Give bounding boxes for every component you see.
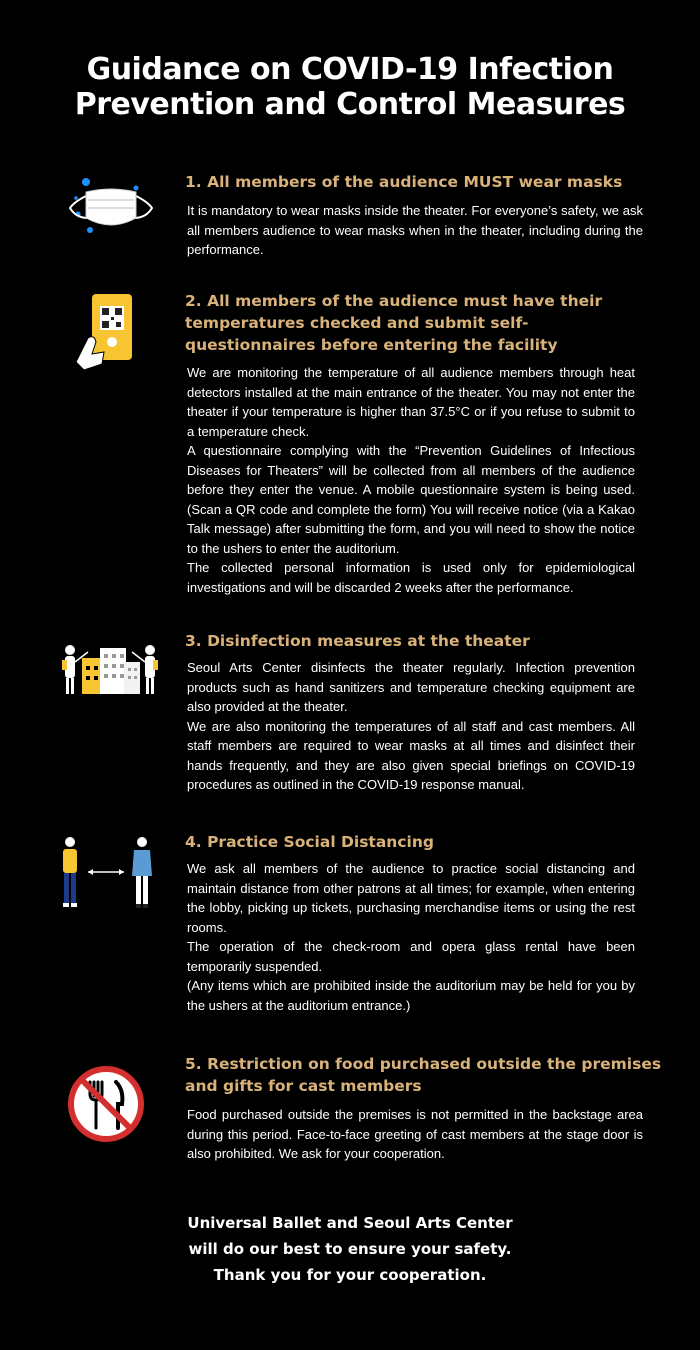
- section-body: [187, 859, 635, 1015]
- section-paragraph: It is mandatory to wear masks inside the theater. For everyone’s safety, we ask all members audience to wear masks when in the theater, including during the performance.: [187, 203, 643, 257]
- section-paragraph: The operation of the check-room and opera glass rental have been temporarily suspended.: [187, 939, 635, 974]
- page-title: [0, 52, 700, 122]
- section-heading: 3. Disinfection measures at the theater: [185, 632, 530, 650]
- page-title-line-2: Prevention and Control Measures: [74, 87, 626, 122]
- section-body: [187, 1105, 643, 1164]
- closing-line-2: will do our best to ensure your safety.: [188, 1240, 512, 1258]
- disinfection-icon: [60, 640, 160, 696]
- section-paragraph: We ask all members of the audience to practice social distancing and maintain distance from other patrons at all times; for example, when entering the lobby, picking up tickets, purchasing merchandise items or using the rest rooms.: [187, 861, 635, 935]
- section-heading: 1. All members of the audience MUST wear masks: [185, 173, 623, 191]
- section-body: [187, 363, 635, 597]
- closing-line-1: Universal Ballet and Seoul Arts Center: [187, 1214, 513, 1232]
- section-paragraph: Seoul Arts Center disinfects the theater regularly. Infection prevention products such as hand sanitizers and temperature checking equipment are also provided at the theater.: [187, 660, 635, 714]
- section-heading: 5. Restriction on food purchased outside the premises and gifts for cast members: [185, 1055, 662, 1095]
- section-paragraph: A questionnaire complying with the “Prevention Guidelines of Infectious Diseases for Theaters” will be collected from all members of the audience before they enter the venue. A mobile questionnaire system is being used. (Scan a QR code and complete the form) You will receive notice (via a Kakao Talk message) after submitting the form, and you will need to show the notice to the ushers to enter the auditorium.: [187, 443, 635, 556]
- section-body: [187, 201, 643, 260]
- section-heading: 4. Practice Social Distancing: [185, 833, 434, 851]
- phone-qr-icon: [74, 292, 138, 372]
- section-body: [187, 658, 635, 795]
- section-paragraph: (Any items which are prohibited inside the auditorium may be held for you by the ushers at the auditorium entrance.): [187, 978, 635, 1013]
- page-title-line-1: Guidance on COVID-19 Infection: [86, 52, 614, 87]
- no-food-icon: [66, 1064, 146, 1144]
- closing-line-3: Thank you for your cooperation.: [213, 1266, 487, 1284]
- section-heading: 2. All members of the audience must have their temperatures checked and submit self-questionnaires before entering the facility: [185, 292, 603, 354]
- social-distancing-icon: [56, 836, 156, 916]
- mask-icon: [64, 174, 160, 236]
- section-paragraph: The collected personal information is used only for epidemiological investigations and will be discarded 2 weeks after the performance.: [187, 560, 635, 595]
- section-paragraph: Food purchased outside the premises is not permitted in the backstage area during this period. Face-to-face greeting of cast members at the stage door is also prohibited. We ask for your cooperation.: [187, 1107, 643, 1161]
- section-paragraph: We are monitoring the temperature of all audience members through heat detectors installed at the main entrance of the theater. You may not enter the theater if your temperature is higher than 37.5°C or if you refuse to submit to a temperature check.: [187, 365, 635, 439]
- section-paragraph: We are also monitoring the temperatures of all staff and cast members. All staff members are required to wear masks at all times and disinfect their hands frequently, and they are also given special briefings on COVID-19 procedures as outlined in the COVID-19 response manual.: [187, 718, 635, 792]
- closing-message: [150, 1210, 550, 1288]
